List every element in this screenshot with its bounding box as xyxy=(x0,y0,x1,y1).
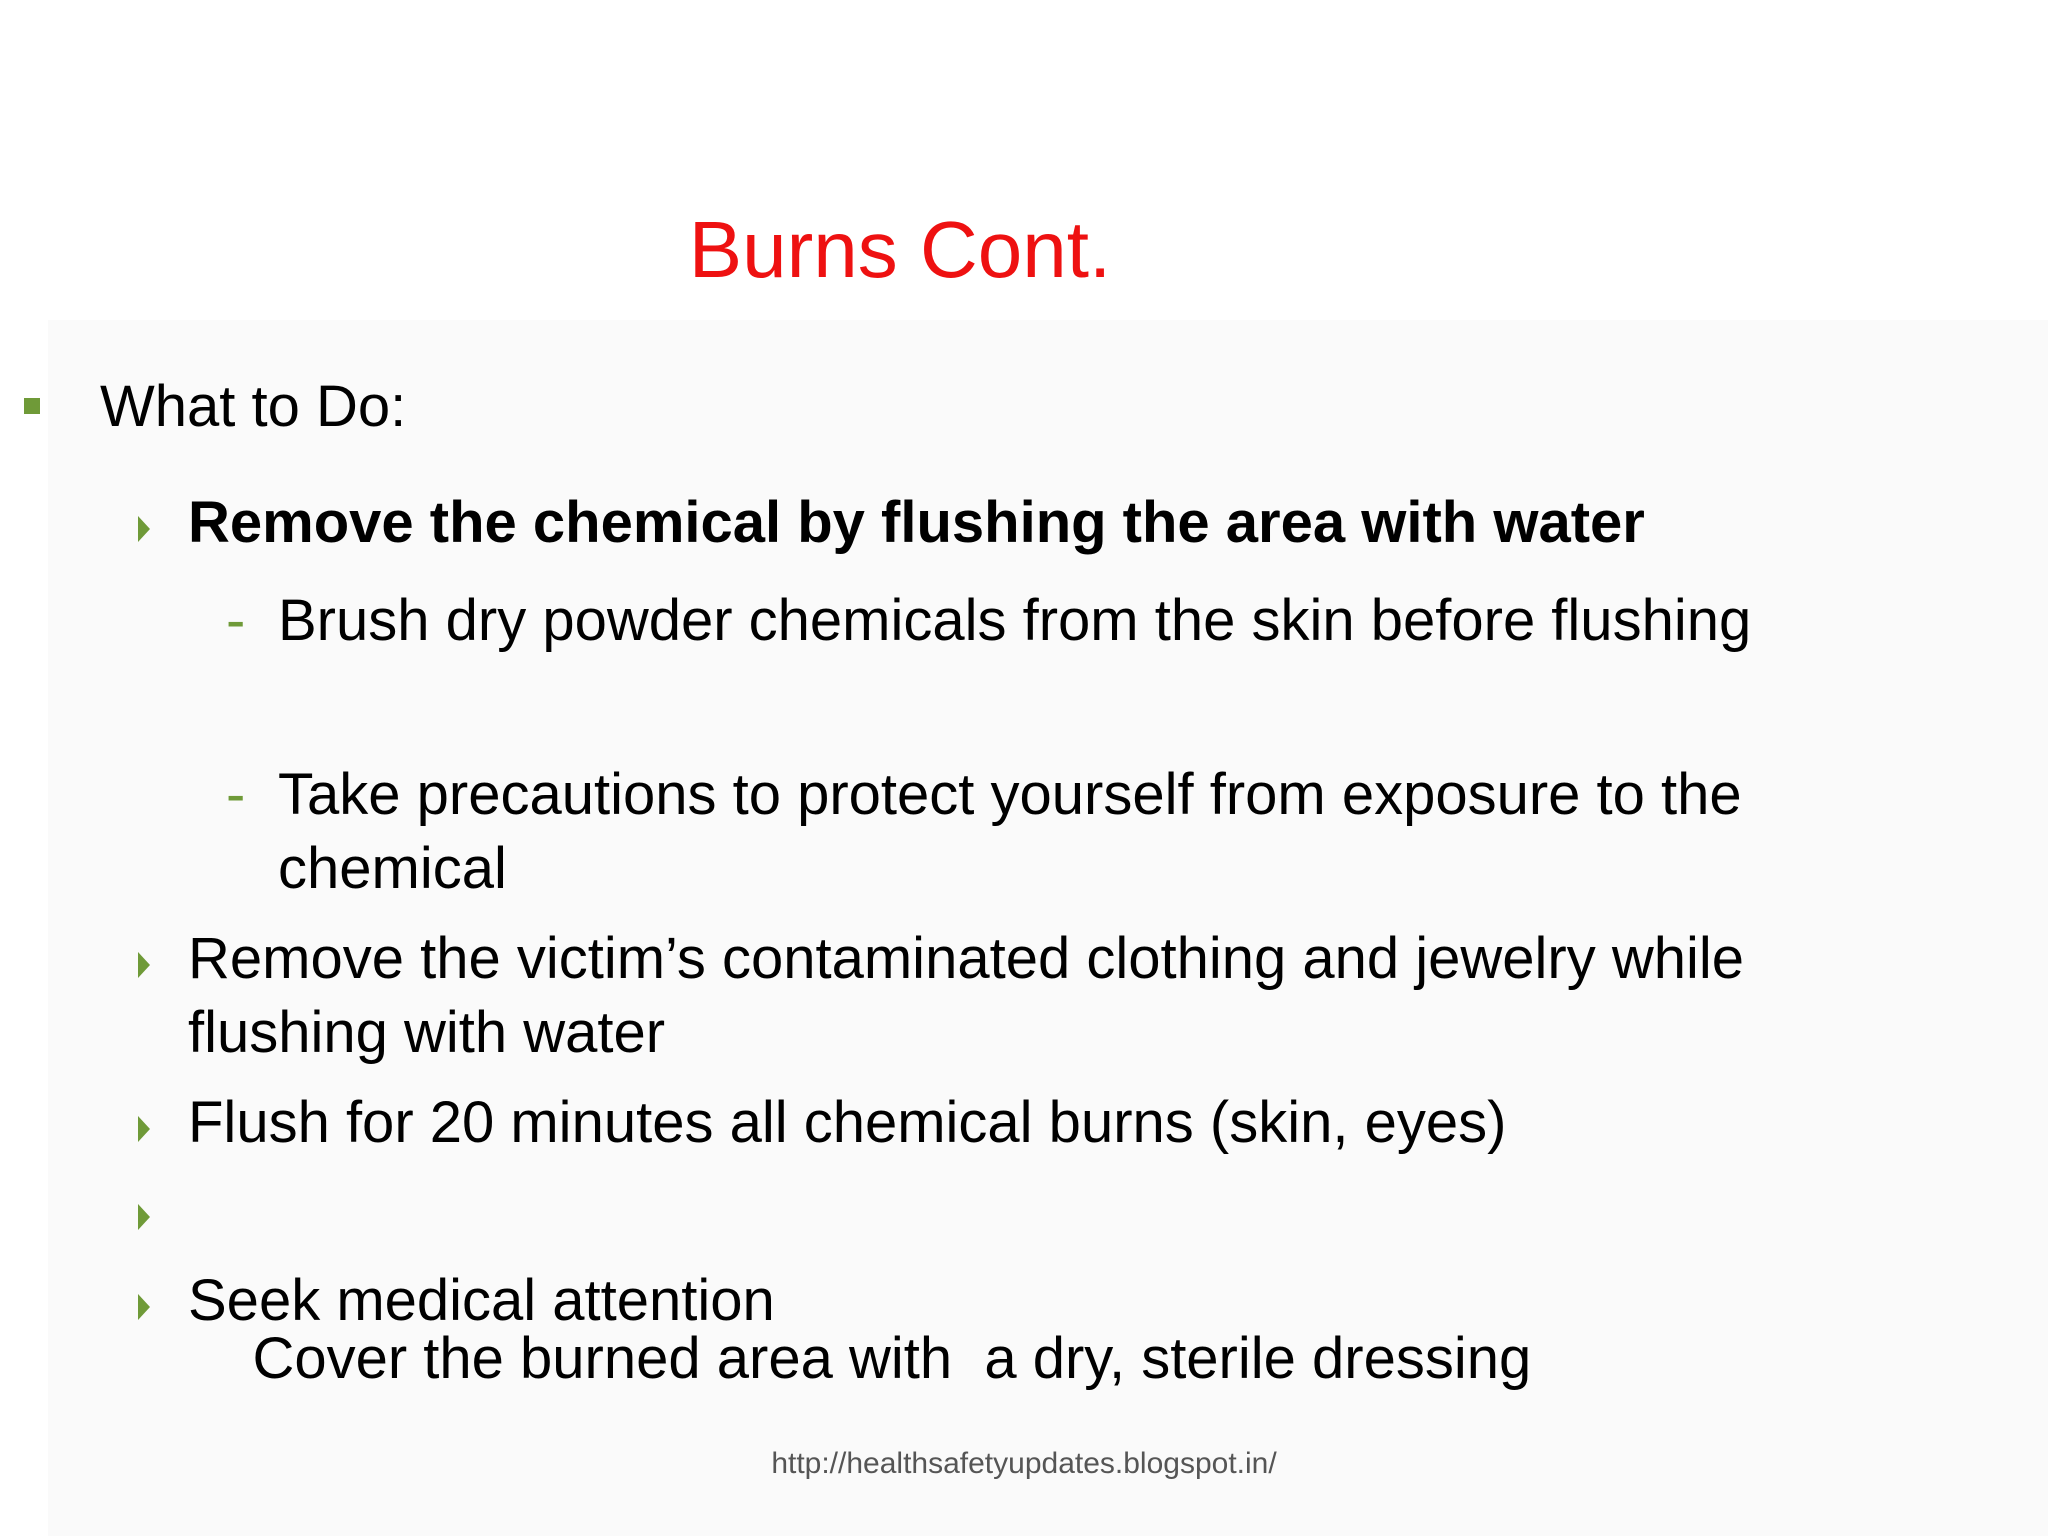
right-triangle-arrow-icon xyxy=(138,516,150,542)
list-item-text: Cover the burned area with a dry, sterile dressing xyxy=(252,1326,1532,1391)
right-triangle-arrow-icon xyxy=(138,1116,150,1142)
slide-title: Burns Cont. xyxy=(688,205,1112,294)
dash-bullet: - xyxy=(226,588,246,653)
right-triangle-arrow-icon xyxy=(138,1294,150,1320)
dash-bullet: - xyxy=(226,762,246,827)
list-item-text: Remove the chemical by flushing the area with water xyxy=(188,490,1645,555)
list-item-remove-clothing xyxy=(188,922,1828,1070)
list-item-text: Brush dry powder chemicals from the skin before flushing xyxy=(278,588,1752,653)
list-item-brush-powder xyxy=(226,584,1838,658)
list-item-take-precautions xyxy=(226,758,1838,906)
list-item-text: Remove the victim’s contaminated clothing and jewelry while flushing with water xyxy=(188,926,1745,1065)
heading-what-to-do: What to Do: xyxy=(100,374,407,439)
list-item-text: Seek medical attention xyxy=(188,1268,775,1333)
list-item-text: Flush for 20 minutes all chemical burns (skin, eyes) xyxy=(188,1090,1507,1155)
list-item-text: Take precautions to protect yourself from exposure to the chemical xyxy=(278,762,1742,901)
right-triangle-arrow-icon xyxy=(138,1204,150,1230)
footer-url: http://healthsafetyupdates.blogspot.in/ xyxy=(771,1447,1277,1480)
list-item-remove-chemical xyxy=(188,486,1828,560)
list-item-seek-medical-attention xyxy=(188,1264,1828,1338)
right-triangle-arrow-icon xyxy=(138,952,150,978)
square-bullet-icon xyxy=(24,398,40,414)
list-item-flush-20-minutes xyxy=(188,1086,1828,1160)
